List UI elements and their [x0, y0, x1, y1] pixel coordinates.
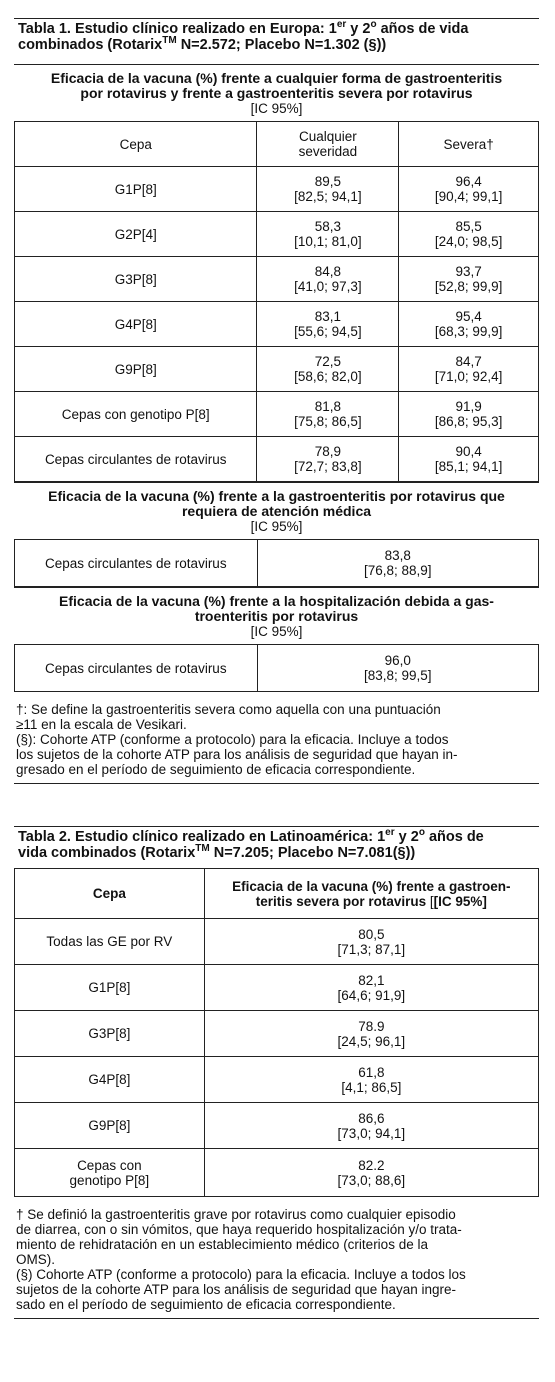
col-header-severe: Severa† [399, 122, 539, 167]
table1-footnotes [14, 692, 539, 783]
value-cell: 86,6 [73,0; 94,1] [204, 1103, 538, 1149]
any-cell: 58,3 [10,1; 81,0] [257, 212, 399, 257]
table-row [15, 919, 539, 965]
any-cell: 83,1 [55,6; 94,5] [257, 302, 399, 347]
strain-cell: G9P[8] [15, 1103, 205, 1149]
strain-cell: G3P[8] [15, 257, 257, 302]
document [14, 18, 539, 1319]
value-cell: 83,8 [76,8; 88,9] [257, 540, 538, 587]
footnote-line: OMS). [16, 1252, 55, 1267]
value-cell: 82.2 [73,0; 88,6] [204, 1149, 538, 1197]
any-cell: 78,9 [72,7; 83,8] [257, 437, 399, 482]
col-header-strain: Cepa [15, 122, 257, 167]
strain-cell: Cepas con genotipo P[8] [15, 1149, 205, 1197]
table1-section1-heading: Eficacia de la vacuna (%) frente a cualquier forma de gastroenteritis por rotavirus y frente a gastroenteritis severa por rotavirus [IC 95%] [14, 64, 539, 121]
table-row [15, 1149, 539, 1197]
severe-cell: 96,4 [90,4; 99,1] [399, 167, 539, 212]
strain-cell: Cepas circulantes de rotavirus [15, 437, 257, 482]
table2-title: Tabla 2. Estudio clínico realizado en Latinoamérica: 1er y 2$^o$ años de vida combinados (Rotarix™ N=7.205; Placebo N=7.081(§)) [18, 827, 484, 861]
table-row [15, 1103, 539, 1149]
strain-cell: Cepas circulantes de rotavirus [15, 540, 258, 587]
severe-cell: 90,4 [85,1; 94,1] [399, 437, 539, 482]
table2-footnotes [14, 1197, 539, 1318]
footnote-line: de diarrea, con o sin vómitos, que haya requerido hospitalización y/o trata- [16, 1222, 462, 1237]
table1-section2-heading: Eficacia de la vacuna (%) frente a la gastroenteritis por rotavirus que requiera de atención médica [IC 95%] [14, 482, 539, 539]
table-row [15, 167, 539, 212]
table-row [15, 645, 539, 692]
footnote-line: miento de rehidratación en un establecimiento médico (criterios de la [16, 1237, 428, 1252]
footnote-line: sujetos de la cohorte ATP para los análisis de seguridad que hayan ingre- [16, 1282, 457, 1297]
footnote-line: †: Se define la gastroenteritis severa como aquella con una puntuación [16, 702, 441, 717]
severe-cell: 95,4 [68,3; 99,9] [399, 302, 539, 347]
table-row [15, 540, 539, 587]
table-row [15, 257, 539, 302]
col-header-efficacy: Eficacia de la vacuna (%) frente a gastroen- teritis severa por rotavirus [[IC 95%] [204, 869, 538, 919]
table-header-row [15, 869, 539, 919]
col-header-strain: Cepa [15, 869, 205, 919]
any-cell: 81,8 [75,8; 86,5] [257, 392, 399, 437]
footnote-line: los sujetos de la cohorte ATP para los análisis de seguridad que hayan in- [16, 747, 458, 762]
strain-cell: G4P[8] [15, 302, 257, 347]
table-row [15, 437, 539, 482]
strain-cell: Cepas circulantes de rotavirus [15, 645, 258, 692]
value-cell: 82,1 [64,6; 91,9] [204, 965, 538, 1011]
footnote-line: † Se definió la gastroenteritis grave por rotavirus como cualquier episodio [16, 1207, 456, 1222]
table1-title: Tabla 1. Estudio clínico realizado en Europa: 1er y 2$^o$ años de vida combinados (Rotarix™ N=2.572; Placebo N=1.302 (§)) [18, 19, 469, 53]
severe-cell: 93,7 [52,8; 99,9] [399, 257, 539, 302]
table1-section2-table [14, 539, 539, 587]
strain-cell: G4P[8] [15, 1057, 205, 1103]
table-row [15, 965, 539, 1011]
strain-cell: G1P[8] [15, 965, 205, 1011]
any-cell: 89,5 [82,5; 94,1] [257, 167, 399, 212]
footnote-line: sado en el período de seguimiento de eficacia correspondiente. [16, 1297, 396, 1312]
severe-cell: 84,7 [71,0; 92,4] [399, 347, 539, 392]
table-row [15, 392, 539, 437]
any-cell: 84,8 [41,0; 97,3] [257, 257, 399, 302]
value-cell: 61,8 [4,1; 86,5] [204, 1057, 538, 1103]
any-cell: 72,5 [58,6; 82,0] [257, 347, 399, 392]
strain-cell: G2P[4] [15, 212, 257, 257]
strain-cell: G9P[8] [15, 347, 257, 392]
footnote-line: ≥11 en la escala de Vesikari. [16, 717, 187, 732]
table-row [15, 1057, 539, 1103]
strain-cell: G3P[8] [15, 1011, 205, 1057]
table1-section3-table [14, 644, 539, 692]
table-row [15, 302, 539, 347]
table2-table [14, 868, 539, 1197]
table1-section3-heading: Eficacia de la vacuna (%) frente a la hospitalización debida a gas- troenteritis por rotavirus [IC 95%] [14, 587, 539, 644]
strain-cell: G1P[8] [15, 167, 257, 212]
value-cell: 80,5 [71,3; 87,1] [204, 919, 538, 965]
strain-cell: Todas las GE por RV [15, 919, 205, 965]
table-row [15, 212, 539, 257]
severe-cell: 85,5 [24,0; 98,5] [399, 212, 539, 257]
value-cell: 78.9 [24,5; 96,1] [204, 1011, 538, 1057]
severe-cell: 91,9 [86,8; 95,3] [399, 392, 539, 437]
table-header-row [15, 122, 539, 167]
table2-bottom-rule [14, 1318, 539, 1319]
footnote-line: (§) Cohorte ATP (conforme a protocolo) para la eficacia. Incluye a todos los [16, 1267, 466, 1282]
strain-cell: Cepas con genotipo P[8] [15, 392, 257, 437]
table-row [15, 1011, 539, 1057]
footnote-line: gresado en el período de seguimiento de eficacia correspondiente. [16, 762, 416, 777]
footnote-line: (§): Cohorte ATP (conforme a protocolo) para la eficacia. Incluye a todos [16, 732, 449, 747]
value-cell: 96,0 [83,8; 99,5] [257, 645, 538, 692]
col-header-any-severity: Cualquier severidad [257, 122, 399, 167]
table1-section1-table [14, 121, 539, 482]
table-row [15, 347, 539, 392]
